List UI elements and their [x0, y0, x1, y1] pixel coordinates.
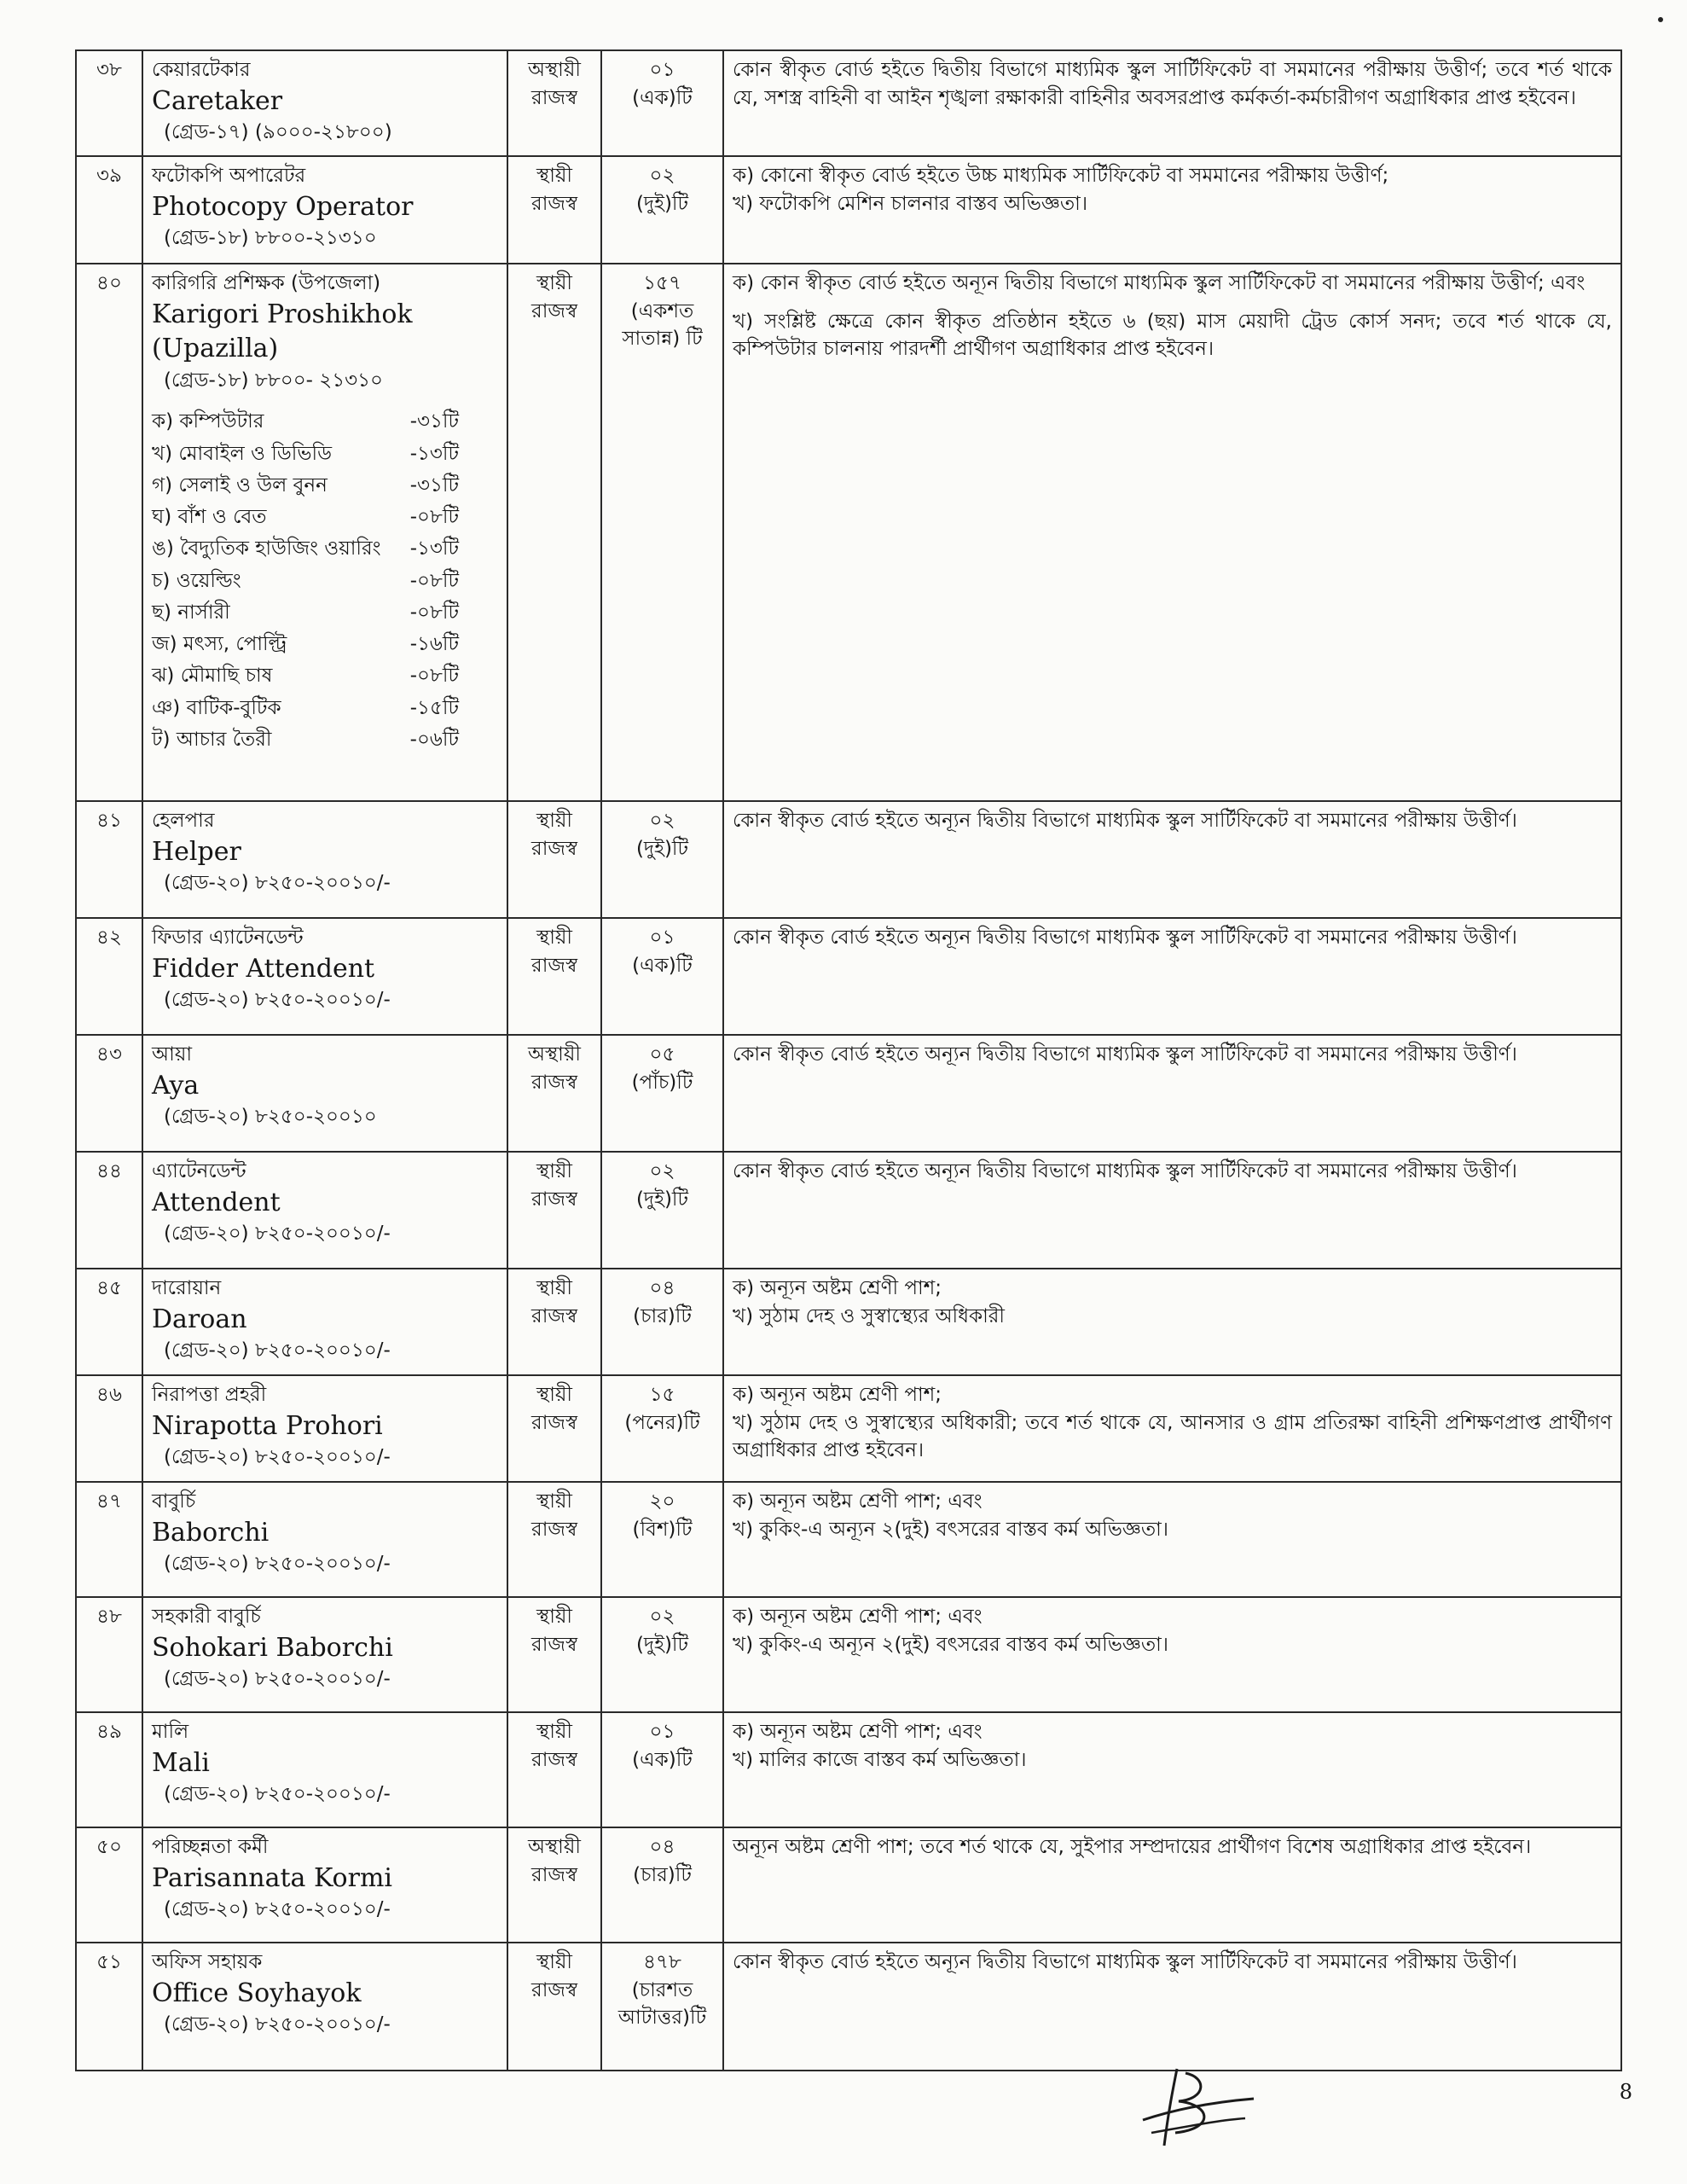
- post-count-cell: [601, 1597, 723, 1712]
- post-type-line: স্থায়ী: [536, 1490, 573, 1513]
- table-row: [76, 156, 1621, 264]
- post-type-cell: [507, 1035, 601, 1152]
- post-type-cell: [507, 1827, 601, 1943]
- signature: [1126, 2052, 1262, 2154]
- post-cell: [142, 1827, 507, 1943]
- post-count-line: আটাত্তর)টি: [617, 2007, 707, 2030]
- post-count-line: ০২: [649, 1160, 675, 1182]
- serial-cell: ৪২: [76, 918, 142, 1035]
- post-type-line: রাজস্ব: [531, 1518, 577, 1541]
- post-cell: [142, 50, 507, 156]
- post-type-cell: [507, 801, 601, 918]
- post-count-cell: [601, 156, 723, 264]
- post-cell: [142, 1712, 507, 1827]
- post-cell: [142, 1152, 507, 1269]
- requirement-line: ক) অন্যূন অষ্টম শ্রেণী পাশ; এবং: [733, 1606, 983, 1628]
- trade-count: -১৩টি: [409, 442, 459, 465]
- post-type-line: অস্থায়ী: [528, 1043, 581, 1066]
- requirement-line: খ) সুঠাম দেহ ও সুস্বাস্থ্যের অধিকারী: [733, 1304, 1006, 1327]
- trade-item: [152, 693, 459, 724]
- post-count-line: ০২: [649, 810, 675, 832]
- trade-item: [152, 724, 459, 756]
- post-type-line: অস্থায়ী: [528, 1836, 581, 1858]
- trade-item: [152, 597, 459, 629]
- trade-name: খ) মোবাইল ও ডিভিডি: [152, 442, 333, 465]
- requirement-cell: [723, 1482, 1621, 1597]
- post-name-bangla: এ্যাটেনডেন্ট: [152, 1160, 246, 1182]
- requirement-line: অন্যূন অষ্টম শ্রেণী পাশ; তবে শর্ত থাকে যে, সুইপার সম্প্রদায়ের প্রার্থীগণ বিশেষ অগ্রাধিকার প্রাপ্ত হইবেন।: [733, 1836, 1532, 1858]
- serial-cell: ৫১: [76, 1943, 142, 2071]
- post-type-line: রাজস্ব: [531, 192, 577, 215]
- post-cell: [142, 156, 507, 264]
- post-count-line: (বিশ)টি: [632, 1518, 693, 1541]
- trade-count: -১৬টি: [409, 633, 459, 656]
- requirement-cell: [723, 801, 1621, 918]
- post-cell: [142, 264, 507, 801]
- table-row: [76, 801, 1621, 918]
- post-name-english: Attendent: [152, 1187, 281, 1217]
- trade-name: ট) আচার তৈরী: [152, 728, 272, 751]
- post-type-line: রাজস্ব: [531, 1748, 577, 1771]
- post-name-bangla: বাবুর্চি: [152, 1490, 196, 1513]
- post-name-bangla: কারিগরি প্রশিক্ষক (উপজেলা): [152, 272, 381, 294]
- posts-table: [75, 49, 1622, 2071]
- post-name-bangla: ফিডার এ্যাটেনডেন্ট: [152, 926, 304, 949]
- trade-item: [152, 406, 459, 438]
- requirement-line: কোন স্বীকৃত বোর্ড হইতে অন্যূন দ্বিতীয় বিভাগে মাধ্যমিক স্কুল সার্টিফিকেট বা সমমানের পরীক্ষায় উত্তীর্ণ।: [733, 1951, 1517, 1973]
- post-name-english: Office Soyhayok: [152, 1978, 362, 2008]
- post-grade: (গ্রেড-২০) ৮২৫০-২০০১০/-: [164, 1553, 391, 1576]
- requirement-line: খ) কুকিং-এ অন্যূন ২(দুই) বৎসরের বাস্তব কর্ম অভিজ্ঞতা।: [733, 1518, 1169, 1541]
- requirement-line: ক) অন্যূন অষ্টম শ্রেণী পাশ; এবং: [733, 1490, 983, 1513]
- requirement-cell: [723, 1375, 1621, 1482]
- post-type-line: স্থায়ী: [536, 1721, 573, 1743]
- post-type-cell: [507, 1712, 601, 1827]
- post-count-line: (চারশত: [631, 1978, 693, 2001]
- post-cell: [142, 1375, 507, 1482]
- post-name-bangla: দারোয়ান: [152, 1277, 222, 1299]
- post-type-line: রাজস্ব: [531, 954, 577, 977]
- trade-item: [152, 502, 459, 533]
- post-type-line: স্থায়ী: [536, 1384, 573, 1406]
- post-grade: (গ্রেড-২০) ৮২৫০-২০০১০/-: [164, 1339, 391, 1362]
- post-type-line: স্থায়ী: [536, 272, 573, 294]
- post-grade: (গ্রেড-১৮) ৮৮০০-২১৩১০: [164, 227, 377, 250]
- post-count-line: (এক)টি: [632, 86, 693, 109]
- serial-cell: ৪৮: [76, 1597, 142, 1712]
- post-type-line: স্থায়ী: [536, 165, 573, 187]
- trade-item: [152, 629, 459, 660]
- post-type-line: রাজস্ব: [531, 1863, 577, 1886]
- requirement-line: ক) অন্যূন অষ্টম শ্রেণী পাশ;: [733, 1277, 942, 1299]
- post-type-line: স্থায়ী: [536, 1606, 573, 1628]
- posts-table-body: [76, 50, 1621, 2071]
- post-cell: [142, 801, 507, 918]
- post-count-cell: [601, 1482, 723, 1597]
- post-count-line: ০৪: [649, 1277, 675, 1299]
- table-row: [76, 1482, 1621, 1597]
- post-count-cell: [601, 801, 723, 918]
- trade-list: [152, 406, 498, 756]
- post-count-cell: [601, 918, 723, 1035]
- table-row: [76, 1152, 1621, 1269]
- trade-count: -১৩টি: [409, 537, 459, 561]
- post-count-line: সাতান্ন) টি: [622, 328, 703, 351]
- post-count-line: ০৫: [649, 1043, 675, 1066]
- post-count-cell: [601, 1269, 723, 1375]
- post-type-line: স্থায়ী: [536, 926, 573, 949]
- post-type-line: অস্থায়ী: [528, 59, 581, 81]
- post-type-line: স্থায়ী: [536, 1951, 573, 1973]
- trade-item: [152, 533, 459, 565]
- trade-name: ঝ) মৌমাছি চাষ: [152, 665, 273, 688]
- post-name-english: Photocopy Operator: [152, 191, 414, 222]
- trade-count: -১৫টি: [409, 696, 459, 719]
- trade-count: -০৮টি: [409, 506, 459, 529]
- serial-cell: ৪৭: [76, 1482, 142, 1597]
- table-row: [76, 1943, 1621, 2071]
- trade-name: চ) ওয়েল্ডিং: [152, 569, 241, 592]
- requirement-cell: [723, 918, 1621, 1035]
- post-count-line: ০২: [649, 1606, 675, 1628]
- post-type-line: স্থায়ী: [536, 1277, 573, 1299]
- requirement-line: খ) সুঠাম দেহ ও সুস্বাস্থ্যের অধিকারী; তবে শর্ত থাকে যে, আনসার ও গ্রাম প্রতিরক্ষা বাহিনী প্রশিক্ষণপ্রাপ্ত প্রার্থীগণ অগ্রাধিকার প্রাপ্ত হইবেন।: [733, 1411, 1612, 1462]
- post-type-line: রাজস্ব: [531, 86, 577, 109]
- post-name-bangla: হেলপার: [152, 810, 215, 832]
- post-count-line: ০১: [649, 59, 675, 81]
- table-row: [76, 264, 1621, 801]
- trade-count: -০৮টি: [409, 665, 459, 688]
- post-count-cell: [601, 50, 723, 156]
- serial-cell: ৪৪: [76, 1152, 142, 1269]
- post-name-bangla: সহকারী বাবুর্চি: [152, 1606, 261, 1628]
- post-type-line: রাজস্ব: [531, 1188, 577, 1211]
- requirement-cell: [723, 50, 1621, 156]
- requirement-line: কোন স্বীকৃত বোর্ড হইতে অন্যূন দ্বিতীয় বিভাগে মাধ্যমিক স্কুল সার্টিফিকেট বা সমমানের পরীক্ষায় উত্তীর্ণ।: [733, 1160, 1517, 1182]
- post-count-line: ১৫: [649, 1384, 675, 1406]
- post-grade: (গ্রেড-২০) ৮২৫০-২০০১০/-: [164, 2013, 391, 2036]
- serial-cell: ৩৮: [76, 50, 142, 156]
- post-count-line: ৪৭৮: [643, 1951, 681, 1973]
- post-name-bangla: ফটোকপি অপারেটর: [152, 165, 306, 187]
- trade-name: ছ) নার্সারী: [152, 601, 230, 624]
- post-name-english: Aya: [152, 1070, 200, 1101]
- trade-name: ঘ) বাঁশ ও বেত: [152, 506, 267, 529]
- trade-item: [152, 470, 459, 502]
- table-row: [76, 1712, 1621, 1827]
- post-count-line: (এক)টি: [632, 1748, 693, 1771]
- post-grade: (গ্রেড-২০) ৮২৫০-২০০১০/-: [164, 1783, 391, 1806]
- post-count-cell: [601, 1712, 723, 1827]
- trade-count: -০৮টি: [409, 601, 459, 624]
- post-grade: (গ্রেড-২০) ৮২৫০-২০০১০/-: [164, 1898, 391, 1921]
- trade-name: ঞ) বাটিক-বুটিক: [152, 696, 281, 719]
- post-type-cell: [507, 1152, 601, 1269]
- post-type-line: রাজস্ব: [531, 1071, 577, 1094]
- post-count-cell: [601, 1035, 723, 1152]
- trade-count: -০৮টি: [409, 569, 459, 592]
- post-type-line: রাজস্ব: [531, 1978, 577, 2001]
- post-grade: (গ্রেড-২০) ৮২৫০-২০০১০/-: [164, 1223, 391, 1246]
- requirement-cell: [723, 1035, 1621, 1152]
- post-type-line: রাজস্ব: [531, 1633, 577, 1656]
- post-type-cell: [507, 1943, 601, 2071]
- post-count-line: (দুই)টি: [635, 837, 689, 860]
- page-number: 8: [1619, 2080, 1632, 2104]
- serial-cell: ৩৯: [76, 156, 142, 264]
- post-type-cell: [507, 156, 601, 264]
- post-count-line: (পনের)টি: [624, 1411, 700, 1434]
- requirement-line: ক) কোনো স্বীকৃত বোর্ড হইতে উচ্চ মাধ্যমিক সার্টিফিকেট বা সমমানের পরীক্ষায় উত্তীর্ণ;: [733, 165, 1389, 187]
- post-name-bangla: অফিস সহায়ক: [152, 1951, 263, 1973]
- requirement-line: খ) মালির কাজে বাস্তব কর্ম অভিজ্ঞতা।: [733, 1748, 1027, 1771]
- post-type-line: রাজস্ব: [531, 1411, 577, 1434]
- trade-name: জ) মৎস্য, পোল্ট্রি: [152, 633, 287, 656]
- requirement-line: ক) অন্যূন অষ্টম শ্রেণী পাশ;: [733, 1384, 942, 1406]
- post-count-line: ০২: [649, 165, 675, 187]
- post-type-cell: [507, 1482, 601, 1597]
- post-cell: [142, 1035, 507, 1152]
- post-grade: (গ্রেড-২০) ৮২৫০-২০০১০/-: [164, 989, 391, 1012]
- post-type-line: স্থায়ী: [536, 1160, 573, 1182]
- post-count-line: ০৪: [649, 1836, 675, 1858]
- trade-name: ক) কম্পিউটার: [152, 410, 264, 433]
- post-count-line: (চার)টি: [633, 1304, 692, 1327]
- requirement-line: খ) কুকিং-এ অন্যূন ২(দুই) বৎসরের বাস্তব কর্ম অভিজ্ঞতা।: [733, 1633, 1169, 1656]
- post-name-bangla: পরিচ্ছন্নতা কর্মী: [152, 1836, 269, 1858]
- post-type-line: স্থায়ী: [536, 810, 573, 832]
- post-type-cell: [507, 1375, 601, 1482]
- requirement-line: খ) ফটোকপি মেশিন চালনার বাস্তব অভিজ্ঞতা।: [733, 192, 1088, 215]
- post-count-cell: [601, 264, 723, 801]
- post-count-line: ২০: [649, 1490, 675, 1513]
- post-name-english: Daroan: [152, 1304, 247, 1334]
- post-cell: [142, 918, 507, 1035]
- table-row: [76, 918, 1621, 1035]
- post-grade: (গ্রেড-১৭) (৯০০০-২১৮০০): [164, 121, 392, 144]
- serial-cell: ৪৯: [76, 1712, 142, 1827]
- post-type-cell: [507, 1269, 601, 1375]
- requirement-cell: [723, 1269, 1621, 1375]
- trade-item: [152, 566, 459, 597]
- post-count-cell: [601, 1375, 723, 1482]
- post-count-line: ০১: [649, 926, 675, 949]
- post-count-line: (একশত: [630, 299, 694, 322]
- post-name-english: Sohokari Baborchi: [152, 1632, 393, 1663]
- trade-name: ঙ) বৈদ্যুতিক হাউজিং ওয়ারিং: [152, 537, 381, 561]
- post-name-english: Baborchi: [152, 1517, 270, 1548]
- post-cell: [142, 1597, 507, 1712]
- post-name-english: Helper: [152, 836, 241, 867]
- requirement-line: খ) সংশ্লিষ্ট ক্ষেত্রে কোন স্বীকৃত প্রতিষ্ঠান হইতে ৬ (ছয়) মাস মেয়াদী ট্রেড কোর্স সনদ; তবে শর্ত থাকে যে, কম্পিউটার চালনায় পারদর্শী প্রার্থীগণ অগ্রাধিকার প্রাপ্ত হইবেন।: [733, 310, 1612, 361]
- requirement-line: কোন স্বীকৃত বোর্ড হইতে অন্যূন দ্বিতীয় বিভাগে মাধ্যমিক স্কুল সার্টিফিকেট বা সমমানের পরীক্ষায় উত্তীর্ণ।: [733, 1043, 1517, 1066]
- scan-speck: [1658, 17, 1663, 22]
- trade-item: [152, 660, 459, 692]
- table-row: [76, 50, 1621, 156]
- requirement-cell: [723, 1712, 1621, 1827]
- table-row: [76, 1827, 1621, 1943]
- post-count-cell: [601, 1827, 723, 1943]
- post-type-line: রাজস্ব: [531, 837, 577, 860]
- post-count-cell: [601, 1943, 723, 2071]
- serial-cell: ৪০: [76, 264, 142, 801]
- post-count-line: (এক)টি: [632, 954, 693, 977]
- post-type-cell: [507, 50, 601, 156]
- post-name-english: Karigori Proshikhok (Upazilla): [152, 299, 413, 364]
- post-name-english: Mali: [152, 1747, 210, 1778]
- serial-cell: ৪৩: [76, 1035, 142, 1152]
- serial-cell: ৪১: [76, 801, 142, 918]
- post-grade: (গ্রেড-২০) ৮২৫০-২০০১০: [164, 1106, 377, 1129]
- requirement-line: ক) কোন স্বীকৃত বোর্ড হইতে অন্যূন দ্বিতীয় বিভাগে মাধ্যমিক স্কুল সার্টিফিকেট বা সমমানের পরীক্ষায় উত্তীর্ণ; এবং: [733, 272, 1586, 294]
- requirement-cell: [723, 1597, 1621, 1712]
- trade-count: -৩১টি: [409, 410, 459, 433]
- table-row: [76, 1597, 1621, 1712]
- table-row: [76, 1269, 1621, 1375]
- trade-name: গ) সেলাই ও উল বুনন: [152, 473, 328, 497]
- post-cell: [142, 1269, 507, 1375]
- post-name-bangla: মালি: [152, 1721, 189, 1743]
- post-count-line: ১৫৭: [643, 272, 681, 294]
- post-type-cell: [507, 918, 601, 1035]
- post-count-line: (পাঁচ)টি: [631, 1071, 693, 1094]
- post-name-bangla: আয়া: [152, 1043, 193, 1066]
- post-grade: (গ্রেড-১৮) ৮৮০০- ২১৩১০: [164, 369, 383, 392]
- post-grade: (গ্রেড-২০) ৮২৫০-২০০১০/-: [164, 1668, 391, 1691]
- trade-count: -০৬টি: [409, 728, 459, 751]
- requirement-cell: [723, 1827, 1621, 1943]
- post-type-line: রাজস্ব: [531, 1304, 577, 1327]
- serial-cell: ৪৫: [76, 1269, 142, 1375]
- trade-count: -৩১টি: [409, 473, 459, 497]
- requirement-cell: [723, 1152, 1621, 1269]
- post-name-bangla: নিরাপত্তা প্রহরী: [152, 1384, 267, 1406]
- post-grade: (গ্রেড-২০) ৮২৫০-২০০১০/-: [164, 1446, 391, 1469]
- post-type-cell: [507, 1597, 601, 1712]
- table-row: [76, 1035, 1621, 1152]
- requirement-cell: [723, 264, 1621, 801]
- post-count-line: (দুই)টি: [635, 1188, 689, 1211]
- serial-cell: ৪৬: [76, 1375, 142, 1482]
- requirement-line: কোন স্বীকৃত বোর্ড হইতে অন্যূন দ্বিতীয় বিভাগে মাধ্যমিক স্কুল সার্টিফিকেট বা সমমানের পরীক্ষায় উত্তীর্ণ।: [733, 926, 1517, 949]
- post-cell: [142, 1943, 507, 2071]
- post-name-english: Parisannata Kormi: [152, 1862, 392, 1893]
- post-name-english: Nirapotta Prohori: [152, 1410, 383, 1441]
- post-type-cell: [507, 264, 601, 801]
- post-count-cell: [601, 1152, 723, 1269]
- post-grade: (গ্রেড-২০) ৮২৫০-২০০১০/-: [164, 872, 391, 895]
- requirement-line: ক) অন্যূন অষ্টম শ্রেণী পাশ; এবং: [733, 1721, 983, 1743]
- serial-cell: ৫০: [76, 1827, 142, 1943]
- requirement-line: কোন স্বীকৃত বোর্ড হইতে দ্বিতীয় বিভাগে মাধ্যমিক স্কুল সার্টিফিকেট বা সমমানের পরীক্ষায় উত্তীর্ণ; তবে শর্ত থাকে যে, সশস্ত্র বাহিনী বা আইন শৃঙ্খলা রক্ষাকারী বাহিনীর অবসরপ্রাপ্ত কর্মকর্তা-কর্মচারীগণ অগ্রাধিকার প্রাপ্ত হইবেন।: [733, 59, 1612, 109]
- post-count-line: (চার)টি: [633, 1863, 692, 1886]
- post-cell: [142, 1482, 507, 1597]
- post-count-line: (দুই)টি: [635, 1633, 689, 1656]
- requirement-line: কোন স্বীকৃত বোর্ড হইতে অন্যূন দ্বিতীয় বিভাগে মাধ্যমিক স্কুল সার্টিফিকেট বা সমমানের পরীক্ষায় উত্তীর্ণ।: [733, 810, 1517, 832]
- post-type-line: রাজস্ব: [531, 299, 577, 322]
- post-count-line: ০১: [649, 1721, 675, 1743]
- post-name-english: Caretaker: [152, 85, 283, 116]
- post-name-english: Fidder Attendent: [152, 953, 375, 984]
- post-name-bangla: কেয়ারটেকার: [152, 59, 251, 81]
- post-count-line: (দুই)টি: [635, 192, 689, 215]
- trade-item: [152, 439, 459, 470]
- requirement-cell: [723, 156, 1621, 264]
- table-row: [76, 1375, 1621, 1482]
